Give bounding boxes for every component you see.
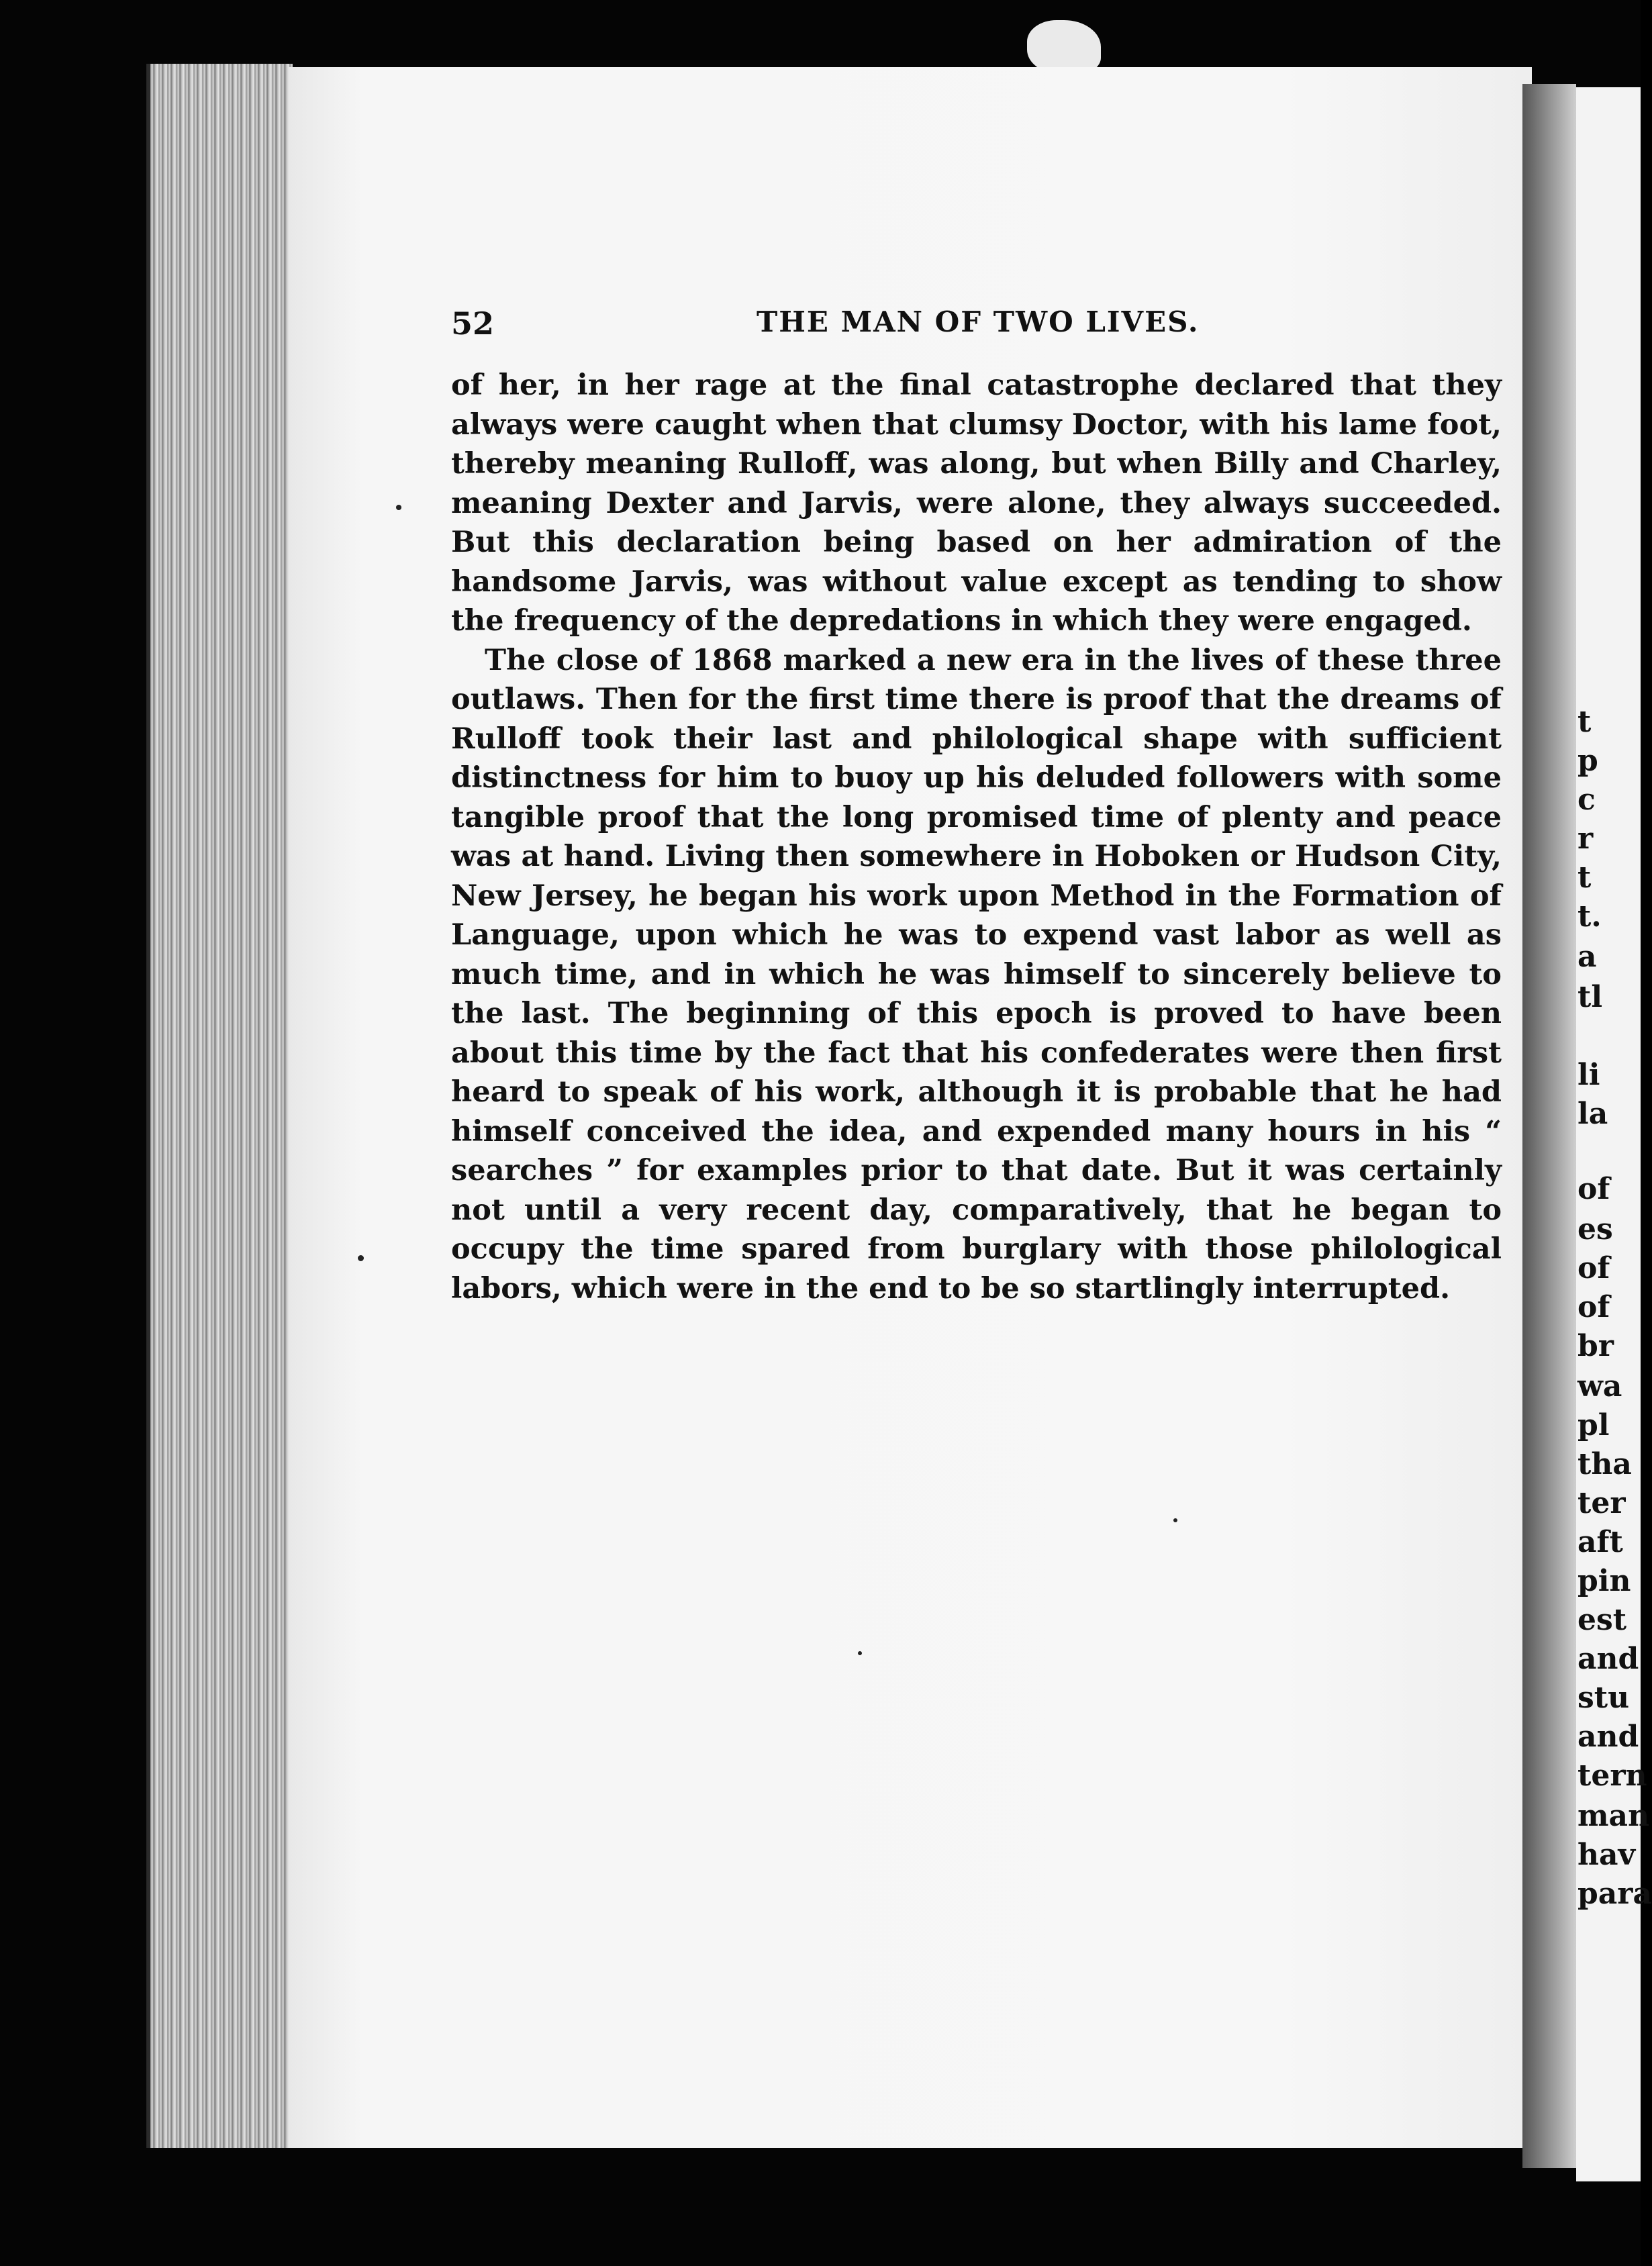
facing-page-fragment: a xyxy=(1577,940,1597,974)
facing-page-fragment: of xyxy=(1577,1251,1610,1285)
facing-page-fragment: br xyxy=(1577,1329,1614,1363)
page-header xyxy=(451,305,1498,352)
scan-speck xyxy=(858,1651,862,1655)
facing-page-fragment: of xyxy=(1577,1172,1610,1206)
facing-page-fragment: pin xyxy=(1577,1564,1631,1598)
facing-page-fragment: tl xyxy=(1577,980,1603,1014)
facing-page-fragment: and xyxy=(1577,1720,1639,1754)
facing-page xyxy=(1576,87,1652,2181)
facing-page-fragment: hav xyxy=(1577,1838,1636,1872)
facing-page-fragment: li xyxy=(1577,1058,1600,1092)
facing-page-fragment: la xyxy=(1577,1097,1608,1131)
facing-page-fragment: p xyxy=(1577,744,1598,778)
facing-page-fragment: aft xyxy=(1577,1525,1623,1559)
body-text xyxy=(451,366,1502,1308)
facing-page-fragment: t xyxy=(1577,705,1592,739)
gutter-shadow xyxy=(1522,84,1576,2168)
facing-page-fragment: c xyxy=(1577,783,1596,817)
facing-page-fragment: para xyxy=(1577,1877,1652,1911)
scan-speck xyxy=(358,1255,364,1261)
paragraph: The close of 1868 marked a new era in the lives of these three outlaws. Then for the first time there is proof that the dreams of Rulloff took their last and philological shape with sufficient distinctness for him to buoy up his deluded followers with some tangible proof that the long promised time of plenty and peace was at hand. Living then somewhere in Hoboken or Hudson City, New Jersey, he began his work upon Method in the Formation of Language, upon which he was to expend vast labor as well as much time, and in which he was himself to sincerely believe to the last. The beginning of this epoch is proved to have been about this time by the fact that his confederates were then first heard to speak of his work, although it is probable that he had himself conceived the idea, and expended many hours in his “ searches ” for examples prior to that date. But it was certainly not until a very recent day, comparatively, that he began to occupy the time spared from burglary with those philological labors, which were in the end to be so startlingly interrupted. xyxy=(451,643,1502,1306)
paragraph-continuation: of her, in her rage at the final catastrophe declared that they always were caught when that clumsy Doctor, with his lame foot, thereby meaning Rulloff, was along, but when Billy and Charley, meaning Dexter and Jarvis, were alone, they always succeeded. But this declaration being based on her admiration of the handsome Jarvis, was without value except as tending to show the frequency of the depredations in which they were engaged. xyxy=(451,368,1502,638)
facing-page-fragment: stu xyxy=(1577,1681,1630,1715)
facing-page-fragment: and xyxy=(1577,1642,1639,1676)
facing-page-fragment: pl xyxy=(1577,1408,1610,1442)
facing-page-fragment: r xyxy=(1577,822,1594,856)
facing-page-fragment: est xyxy=(1577,1603,1627,1637)
facing-page-fragment: of xyxy=(1577,1290,1610,1324)
page-number: 52 xyxy=(451,305,495,342)
facing-page-fragment: t. xyxy=(1577,899,1602,934)
facing-page-fragment: tha xyxy=(1577,1447,1632,1481)
facing-page-fragment: tern xyxy=(1577,1759,1647,1793)
facing-page-fragment: wa xyxy=(1577,1369,1622,1403)
facing-page-fragment: es xyxy=(1577,1212,1613,1246)
scan-speck xyxy=(1173,1518,1177,1522)
facing-page-fragment: t xyxy=(1577,860,1592,895)
scan-speck xyxy=(396,505,401,510)
running-title: THE MAN OF TWO LIVES. xyxy=(757,305,1200,338)
facing-page-fragment: ter xyxy=(1577,1486,1626,1520)
facing-page-fragment: man xyxy=(1577,1799,1650,1833)
paper-tab xyxy=(1027,20,1101,74)
book-page-edges xyxy=(146,64,293,2148)
